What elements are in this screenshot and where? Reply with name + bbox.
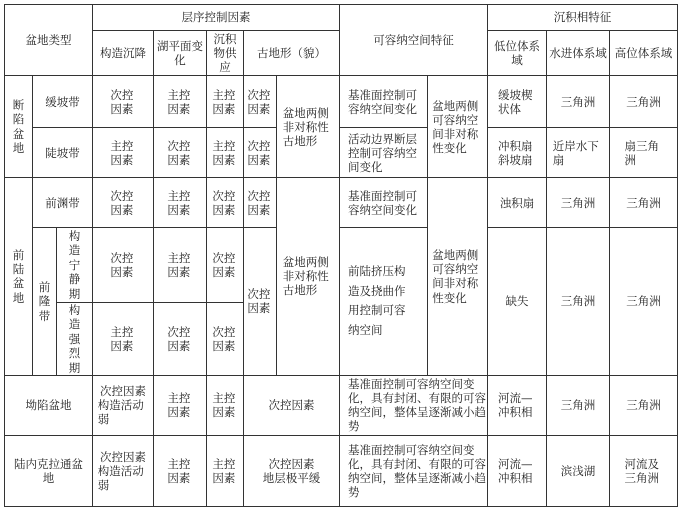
cell-accommodation: 前陆挤压构造及挠曲作用控制可容纳空间: [340, 228, 428, 376]
header-sediment-supply: 沉积物供应: [207, 31, 244, 76]
cell-supply: 主控因素: [207, 76, 244, 128]
paleo-line-1: 次控因素: [268, 456, 315, 471]
group-foreland: 前陆盆地: [5, 178, 33, 376]
cell-supply: 主控因素: [207, 375, 244, 435]
cell-subsidence: 主控因素: [93, 303, 154, 376]
cell-supply: 次控因素: [207, 228, 244, 303]
cell-accommodation: 基准面控制可容纳空间变化: [340, 178, 428, 228]
table-row: [5, 435, 678, 506]
header-row: [5, 5, 678, 31]
row-label-steep: 陡坡带: [33, 128, 93, 178]
header-lst: 低位体系域: [488, 31, 547, 76]
subsidence-line-1: 次控因素: [100, 384, 146, 399]
cell-supply: 次控因素: [207, 178, 244, 228]
cell-accommodation-side: 盆地两侧可容纳空间非对称性变化: [428, 76, 488, 178]
cell-subsidence: 次控因素: [93, 178, 154, 228]
cell-hst: 三角洲: [610, 228, 678, 376]
subsidence-line-2: 构造活动弱: [97, 398, 144, 427]
cell-tst: 近岸水下扇: [547, 128, 610, 178]
row-label-sag: 坳陷盆地: [5, 375, 93, 435]
header-accommodation: 可容纳空间特征: [340, 5, 488, 76]
cell-lake-level: 主控因素: [154, 178, 207, 228]
subsidence-line-1: 次控因素: [100, 449, 146, 464]
row-label-intense: 构造强烈期: [57, 303, 93, 376]
cell-paleo-shared: 盆地两侧非对称性古地形: [277, 178, 340, 376]
cell-accommodation: 活动边界断层控制可容纳空间变化: [340, 128, 428, 178]
cell-hst: 三角洲: [610, 76, 678, 128]
header-tst: 水进体系域: [547, 31, 610, 76]
cell-supply: 主控因素: [207, 128, 244, 178]
cell-lst: 河流—冲积相: [488, 435, 547, 506]
cell-lst: 缓坡楔状体: [488, 76, 547, 128]
cell-slope: 次控因素: [244, 76, 277, 128]
cell-lst: 冲积扇斜坡扇: [488, 128, 547, 178]
table-row: [5, 76, 678, 128]
cell-hst: 三角洲: [610, 178, 678, 228]
cell-lake-level: 主控因素: [154, 375, 207, 435]
row-label-gentle: 缓坡带: [33, 76, 93, 128]
paleo-line-2: 地层极平缓: [262, 470, 321, 485]
table-row: [5, 178, 678, 228]
header-hst: 高位体系域: [610, 31, 678, 76]
row-label-foredeep: 前渊带: [33, 178, 93, 228]
group-fault-depression: 断陷盆地: [5, 76, 33, 178]
header-paleo-slope: 古地形（貌）: [244, 31, 340, 76]
cell-lst: 河流—冲积相: [488, 375, 547, 435]
cell-accommodation-side: 盆地两侧可容纳空间非对称性变化: [428, 178, 488, 376]
cell-accommodation: 基准面控制可容纳空间变化，具有封闭、有限的可容纳空间，整体呈逐渐减小趋势: [340, 435, 488, 506]
cell-paleo-shared: 盆地两侧非对称性古地形: [277, 76, 340, 178]
basin-sequence-table: [4, 4, 678, 507]
cell-subsidence: [93, 375, 154, 435]
cell-slope: 次控因素: [244, 228, 277, 376]
table-row: [5, 375, 678, 435]
table-row: [5, 128, 678, 178]
cell-hst: 扇三角洲: [610, 128, 678, 178]
header-facies: 沉积相特征: [488, 5, 678, 31]
cell-hst: 河流及三角洲: [610, 435, 678, 506]
cell-tst: 滨浅湖: [547, 435, 610, 506]
cell-lake-level: 主控因素: [154, 435, 207, 506]
cell-lake-level: 主控因素: [154, 228, 207, 303]
group-foredeep-uplift: 前隆带: [33, 228, 57, 376]
header-lake-level: 湖平面变化: [154, 31, 207, 76]
cell-subsidence: [93, 435, 154, 506]
cell-lake-level: 主控因素: [154, 76, 207, 128]
cell-accommodation: 基准面控制可容纳空间变化，具有封闭、有限的可容纳空间，整体呈逐渐减小趋势: [340, 375, 488, 435]
cell-tst: 三角洲: [547, 375, 610, 435]
cell-paleo: 次控因素: [244, 375, 340, 435]
row-label-quiet: 构造宁静期: [57, 228, 93, 303]
cell-lake-level: 次控因素: [154, 128, 207, 178]
cell-accommodation: 基准面控制可容纳空间变化: [340, 76, 428, 128]
cell-tst: 三角洲: [547, 76, 610, 128]
cell-slope: 次控因素: [244, 128, 277, 178]
cell-subsidence: 次控因素: [93, 228, 154, 303]
cell-slope: 次控因素: [244, 178, 277, 228]
cell-supply: 次控因素: [207, 303, 244, 376]
cell-tst: 三角洲: [547, 228, 610, 376]
row-label-intracratonic: 陆内克拉通盆地: [5, 435, 93, 506]
cell-lake-level: 次控因素: [154, 303, 207, 376]
cell-hst: 三角洲: [610, 375, 678, 435]
cell-supply: 主控因素: [207, 435, 244, 506]
header-subsidence: 构造沉降: [93, 31, 154, 76]
header-basin-type: 盆地类型: [5, 5, 93, 76]
subsidence-line-2: 构造活动弱: [97, 463, 144, 492]
header-sequence-factors: 层序控制因素: [93, 5, 340, 31]
cell-subsidence: 主控因素: [93, 128, 154, 178]
cell-lst: 缺失: [488, 228, 547, 376]
cell-paleo: [244, 435, 340, 506]
table-row: [5, 228, 678, 303]
cell-lst: 浊积扇: [488, 178, 547, 228]
cell-tst: 三角洲: [547, 178, 610, 228]
cell-subsidence: 次控因素: [93, 76, 154, 128]
